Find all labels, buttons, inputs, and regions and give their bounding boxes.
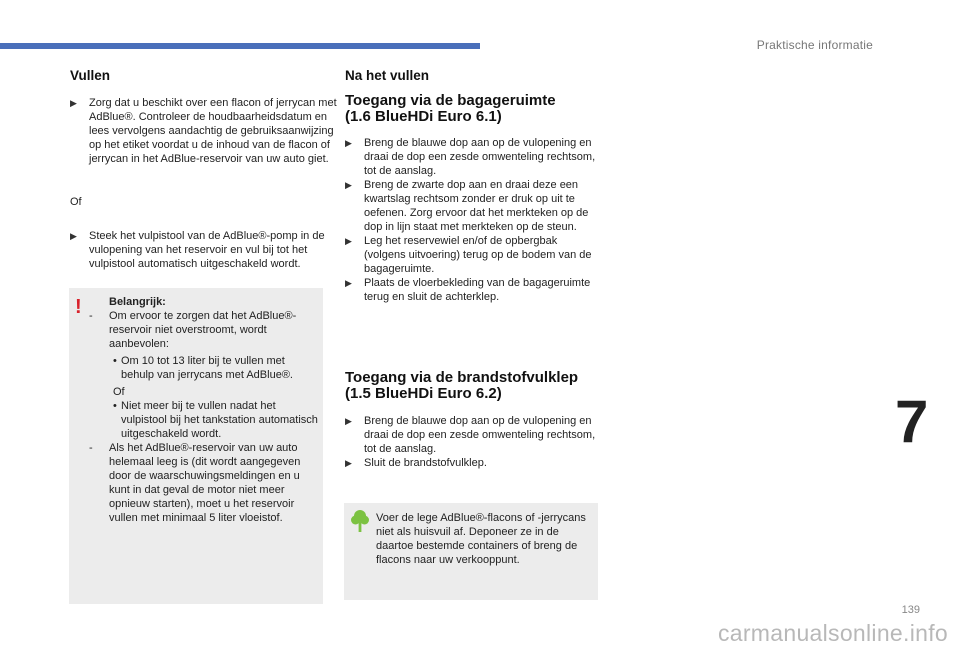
subheading-brandstofvulklep — [345, 370, 578, 402]
right-heading: Na het vullen — [345, 68, 430, 83]
arrow-bullet-icon: ▶︎ — [345, 416, 352, 426]
arrow-bullet-icon: ▶︎ — [345, 236, 352, 246]
tree-icon — [350, 508, 370, 534]
left-bullet-2-text: Steek het vulpistool van de AdBlue®-pomp in de vulopening van het reservoir en vul bij tot het vulpistool automatisch uitgeschakeld wordt. — [89, 230, 325, 270]
arrow-bullet-icon: ▶︎ — [345, 180, 352, 190]
page-number: 139 — [901, 604, 920, 616]
warning-box — [69, 288, 323, 604]
brandstofvulklep-list — [345, 414, 601, 470]
warning-of: Of — [113, 386, 125, 398]
list-item — [345, 414, 601, 456]
list-item-text: Breng de zwarte dop aan en draai deze een kwartslag rechtsom zonder er druk op uit te oefenen. Zorg ervoor dat het merkteken op de dop in lijn staat met merkteken op de steun. — [364, 179, 589, 233]
warning-sub-1-text: Om 10 tot 13 liter bij te vullen met behulp van jerrycans met AdBlue®. — [121, 355, 293, 381]
eco-note-text: Voer de lege AdBlue®-flacons of -jerrycans niet als huisvuil af. Deponeer ze in de daartoe bestemde containers of breng de flacons naar uw verkooppunt. — [376, 512, 586, 566]
warning-item-2-text: Als het AdBlue®-reservoir van uw auto helemaal leeg is (dit wordt aangegeven door de waarschuwingsmeldingen en u kunt in dat geval de motor niet meer opnieuw starten), moet u het reservoir vullen met minimaal 5 liter vloeistof. — [109, 442, 301, 524]
list-item-text: Breng de blauwe dop aan op de vulopening en draai de dop een zesde omwenteling rechtsom, tot de aanslag. — [364, 415, 596, 455]
arrow-bullet-icon: ▶︎ — [70, 98, 77, 108]
arrow-bullet-icon: ▶︎ — [345, 278, 352, 288]
subheading-brandstofvulklep-line1: Toegang via de brandstofvulklep — [345, 369, 579, 386]
list-item — [345, 234, 601, 276]
warning-item-2: - Als het AdBlue®-reservoir van uw auto helemaal leeg is (dit wordt aangegeven door de waarschuwingsmeldingen en u kunt in dat geval de motor niet meer opnieuw starten), moet u het reservoir vullen met minimaal 5 liter vloeistof. — [89, 442, 301, 524]
arrow-bullet-icon: ▶︎ — [345, 458, 352, 468]
watermark: carmanualsonline.info — [717, 620, 948, 646]
left-bullet-2 — [70, 229, 341, 271]
subheading-bagageruimte-line1: Toegang via de bagageruimte — [345, 92, 556, 109]
arrow-bullet-icon: ▶︎ — [70, 231, 77, 241]
bagageruimte-list — [345, 136, 601, 304]
list-item-text: Plaats de vloerbekleding van de bagageruimte terug en sluit de achterklep. — [364, 277, 591, 303]
subheading-brandstofvulklep-line2: (1.5 BlueHDi Euro 6.2) — [345, 385, 502, 402]
list-item — [345, 456, 601, 470]
warning-sub-2-text: Niet meer bij te vullen nadat het vulpistool bij het tankstation automatisch uitgeschakeld wordt. — [121, 400, 318, 440]
section-title: Praktische informatie — [756, 38, 873, 52]
list-item-text: Leg het reservewiel en/of de opbergbak (volgens uitvoering) terug op de bodem van de bagageruimte. — [364, 235, 592, 275]
exclamation-icon: ! — [75, 296, 82, 318]
chapter-number: 7 — [895, 388, 929, 455]
warning-content — [87, 295, 319, 525]
warning-sub-2: • Niet meer bij te vullen nadat het vulpistool bij het tankstation automatisch uitgeschakeld wordt. — [113, 400, 318, 440]
warning-sub-1: • Om 10 tot 13 liter bij te vullen met behulp van jerrycans met AdBlue®. — [113, 355, 293, 381]
warning-item-1-text: Om ervoor te zorgen dat het AdBlue®-reservoir niet overstroomt, wordt aanbevolen: — [109, 310, 297, 350]
list-item — [345, 276, 601, 304]
left-heading: Vullen — [70, 68, 111, 83]
list-item-text: Sluit de brandstofvulklep. — [364, 457, 487, 469]
header-accent-bar — [0, 43, 480, 49]
warning-item-1: - Om ervoor te zorgen dat het AdBlue®-reservoir niet overstroomt, wordt aanbevolen: — [89, 310, 297, 350]
warning-title: Belangrijk: — [109, 296, 166, 308]
left-bullet-1-text: Zorg dat u beschikt over een flacon of jerrycan met AdBlue®. Controleer de houdbaarheidsdatum en lees vervolgens aandachtig de gebruiksaanwijzing op het etiket voordat u de inhoud van de flacon of jerrycan in het AdBlue-reservoir van uw auto giet. — [89, 97, 337, 165]
list-item — [345, 136, 601, 178]
left-bullet-1 — [70, 96, 341, 166]
subheading-bagageruimte — [345, 93, 556, 125]
subheading-bagageruimte-line2: (1.6 BlueHDi Euro 6.1) — [345, 108, 502, 125]
list-item-text: Breng de blauwe dop aan op de vulopening en draai de dop een zesde omwenteling rechtsom, tot de aanslag. — [364, 137, 596, 177]
left-of: Of — [70, 196, 82, 208]
list-item — [345, 178, 601, 234]
eco-note-box — [344, 503, 598, 600]
arrow-bullet-icon: ▶︎ — [345, 138, 352, 148]
